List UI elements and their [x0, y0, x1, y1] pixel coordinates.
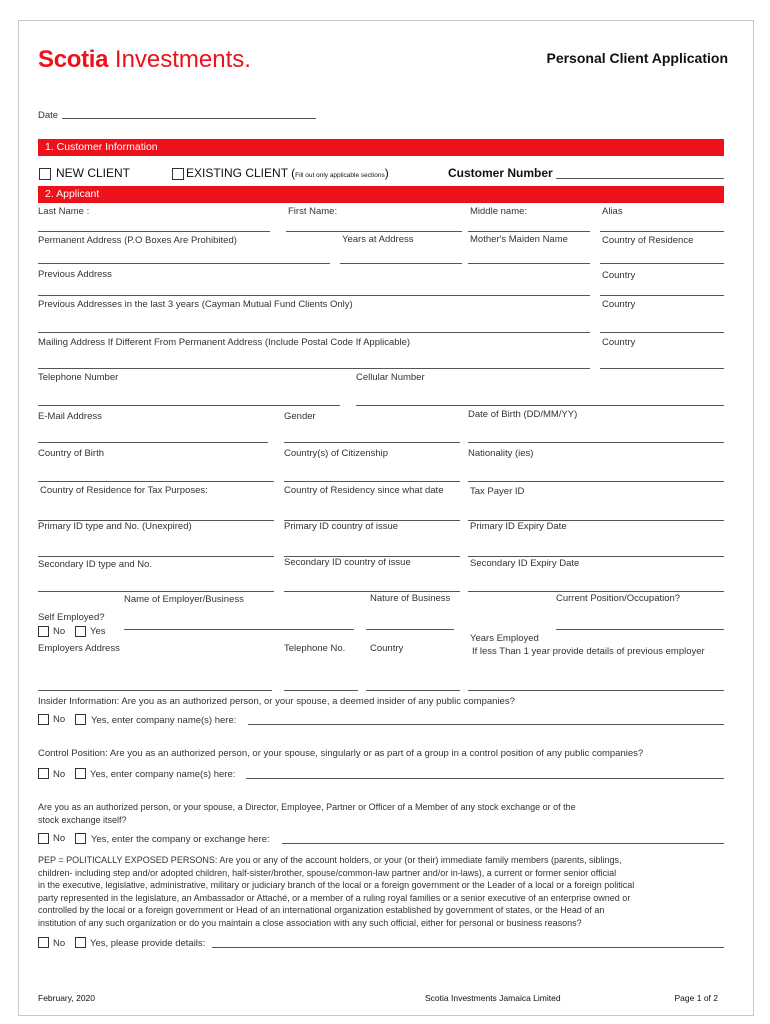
primary-id-field[interactable] [38, 556, 274, 557]
mailing-address-country-label: Country [602, 337, 636, 348]
telephone-number-label: Telephone Number [38, 372, 119, 383]
citizenship-label: Country(s) of Citizenship [284, 448, 389, 459]
previous-address-country-label: Country [602, 270, 636, 281]
alias-label: Alias [602, 206, 623, 217]
current-position-field[interactable] [556, 629, 724, 630]
last-name-field[interactable] [38, 231, 270, 232]
telephone-no-field[interactable] [284, 690, 358, 691]
pep-no-label: No [53, 938, 66, 949]
customer-number-field[interactable] [556, 178, 724, 179]
insider-no-checkbox[interactable] [38, 714, 49, 725]
pep-no-checkbox[interactable] [38, 937, 49, 948]
years-employed-field[interactable] [468, 690, 724, 691]
tax-residence-label: Country of Residence for Tax Purposes: [40, 485, 208, 496]
self-employed-no-label: No [53, 626, 66, 637]
previous-address-field[interactable] [38, 295, 590, 296]
secondary-id-expiry-label: Secondary ID Expiry Date [470, 558, 580, 569]
gender-label: Gender [284, 411, 316, 422]
primary-id-expiry-field[interactable] [468, 556, 724, 557]
secondary-id-field[interactable] [38, 591, 274, 592]
years-employed-note: If less Than 1 year provide details of previous employer [472, 646, 705, 657]
self-employed-yes-checkbox[interactable] [75, 626, 86, 637]
cellular-number-label: Cellular Number [356, 372, 425, 383]
previous-addresses-3y-field[interactable] [38, 332, 590, 333]
permanent-address-label: Permanent Address (P.O Boxes Are Prohibited) [38, 235, 237, 246]
exchange-no-label: No [53, 833, 66, 844]
self-employed-label: Self Employed? [38, 612, 105, 623]
insider-no-label: No [53, 714, 66, 725]
nature-of-business-label: Nature of Business [370, 593, 451, 604]
first-name-label: First Name: [288, 206, 338, 217]
years-employed-label: Years Employed [470, 633, 539, 644]
primary-id-expiry-label: Primary ID Expiry Date [470, 521, 567, 532]
cellular-number-field[interactable] [356, 405, 724, 406]
mailing-address-field[interactable] [38, 368, 590, 369]
exchange-company-field[interactable] [282, 843, 724, 844]
section-applicant: 2. Applicant [38, 186, 724, 203]
first-name-field[interactable] [286, 231, 462, 232]
previous-address-country-field[interactable] [600, 295, 724, 296]
control-yes-label: Yes, enter company name(s) here: [90, 769, 236, 780]
primary-id-label: Primary ID type and No. (Unexpired) [38, 521, 192, 532]
new-client-label: NEW CLIENT [56, 166, 131, 180]
country-of-residence-field[interactable] [600, 263, 724, 264]
form-title: Personal Client Application [546, 50, 728, 66]
secondary-id-expiry-field[interactable] [468, 591, 724, 592]
employer-name-label: Name of Employer/Business [124, 594, 244, 605]
middle-name-label: Middle name: [470, 206, 528, 217]
mailing-address-label: Mailing Address If Different From Permanent Address (Include Postal Code If Applicable) [38, 337, 411, 348]
mailing-address-country-field[interactable] [600, 368, 724, 369]
citizenship-field[interactable] [284, 481, 460, 482]
pep-question: PEP = POLITICALLY EXPOSED PERSONS: Are you or any of the account holders, or your (or their) immediate family members (parents, siblings, children- including step and/or adopted children, half-sister/brother, spouse/common-law partner and/or in-laws), a current or former senior official in the executive, legislative, administrative, military or judiciary branch of the local or a foreign government or the Leader of a local or a foreign political party represented in the legislature, an Ambassador or Attaché, or a member of a ruling royal families or a senior executive of an enterprise owned or controlled by the local or a foreign government or Head of an international organization established by government of states, or the Head of an institution of any such organization or do you maintain a close association with any such official, either for personal or business reasons? [38, 855, 635, 928]
secondary-id-country-field[interactable] [284, 591, 460, 592]
insider-yes-checkbox[interactable] [75, 714, 86, 725]
secondary-id-country-label: Secondary ID country of issue [284, 557, 411, 568]
current-position-label: Current Position/Occupation? [556, 593, 681, 604]
exchange-yes-checkbox[interactable] [75, 833, 86, 844]
exchange-yes-label: Yes, enter the company or exchange here: [91, 834, 270, 845]
footer-date: February, 2020 [38, 993, 96, 1003]
insider-company-field[interactable] [248, 724, 724, 725]
employer-country-field[interactable] [366, 690, 460, 691]
employers-address-label: Employers Address [38, 643, 120, 654]
telephone-number-field[interactable] [38, 405, 340, 406]
self-employed-no-checkbox[interactable] [38, 626, 49, 637]
country-of-birth-label: Country of Birth [38, 448, 104, 459]
previous-addresses-3y-label: Previous Addresses in the last 3 years (Cayman Mutual Fund Clients Only) [38, 299, 353, 310]
previous-addresses-3y-country-field[interactable] [600, 332, 724, 333]
previous-address-label: Previous Address [38, 269, 112, 280]
dob-field[interactable] [468, 442, 724, 443]
insider-yes-label: Yes, enter company name(s) here: [91, 715, 237, 726]
mothers-maiden-name-field[interactable] [468, 263, 590, 264]
control-no-checkbox[interactable] [38, 768, 49, 779]
footer-company: Scotia Investments Jamaica Limited [425, 993, 561, 1003]
footer-page: Page 1 of 2 [674, 993, 718, 1003]
residency-since-label: Country of Residency since what date [284, 485, 444, 496]
last-name-label: Last Name : [38, 206, 90, 217]
email-label: E-Mail Address [38, 411, 102, 422]
date-label: Date [38, 110, 59, 121]
middle-name-field[interactable] [468, 231, 590, 232]
control-yes-checkbox[interactable] [75, 768, 86, 779]
section-customer-information: 1. Customer Information [38, 139, 724, 156]
email-field[interactable] [38, 442, 268, 443]
control-question: Control Position: Are you as an authorized person, or your spouse, singularly or as part of a group in a control position of any public companies? [38, 748, 644, 759]
dob-label: Date of Birth (DD/MM/YY) [468, 409, 578, 420]
pep-details-field[interactable] [212, 947, 724, 948]
mothers-maiden-name-label: Mother's Maiden Name [470, 234, 568, 245]
customer-number-label: Customer Number [448, 166, 553, 180]
insider-question: Insider Information: Are you as an authorized person, or your spouse, a deemed insider of any public companies? [38, 696, 515, 707]
alias-field[interactable] [600, 231, 724, 232]
pep-yes-checkbox[interactable] [75, 937, 86, 948]
scotia-logo: Scotia Investments. [38, 46, 251, 73]
nature-of-business-field[interactable] [366, 629, 454, 630]
control-company-field[interactable] [246, 778, 724, 779]
gender-field[interactable] [284, 442, 460, 443]
employers-address-field[interactable] [38, 690, 272, 691]
primary-id-country-label: Primary ID country of issue [284, 521, 399, 532]
self-employed-yes-label: Yes [90, 626, 106, 637]
nationality-label: Nationality (ies) [468, 448, 534, 459]
existing-client-label: EXISTING CLIENT (Fill out only applicable sections) [186, 166, 389, 180]
employer-country-label: Country [370, 643, 404, 654]
telephone-no-label: Telephone No. [284, 643, 346, 654]
new-client-checkbox[interactable] [39, 168, 51, 180]
years-at-address-field[interactable] [340, 263, 462, 264]
exchange-no-checkbox[interactable] [38, 833, 49, 844]
years-at-address-label: Years at Address [342, 234, 414, 245]
exchange-question: Are you as an authorized person, or your spouse, a Director, Employee, Partner or Officer of a Member of any stock exchange or of the stock exchange itself? [38, 802, 576, 825]
date-field[interactable] [62, 118, 316, 119]
taxpayer-id-label: Tax Payer ID [470, 486, 525, 497]
previous-addresses-3y-country-label: Country [602, 299, 636, 310]
permanent-address-field[interactable] [38, 263, 330, 264]
existing-client-checkbox[interactable] [172, 168, 184, 180]
country-of-residence-label: Country of Residence [602, 235, 694, 246]
employer-name-field[interactable] [124, 629, 354, 630]
control-no-label: No [53, 769, 66, 780]
pep-yes-label: Yes, please provide details: [90, 938, 206, 949]
country-of-birth-field[interactable] [38, 481, 274, 482]
nationality-field[interactable] [468, 481, 724, 482]
secondary-id-label: Secondary ID type and No. [38, 559, 153, 570]
